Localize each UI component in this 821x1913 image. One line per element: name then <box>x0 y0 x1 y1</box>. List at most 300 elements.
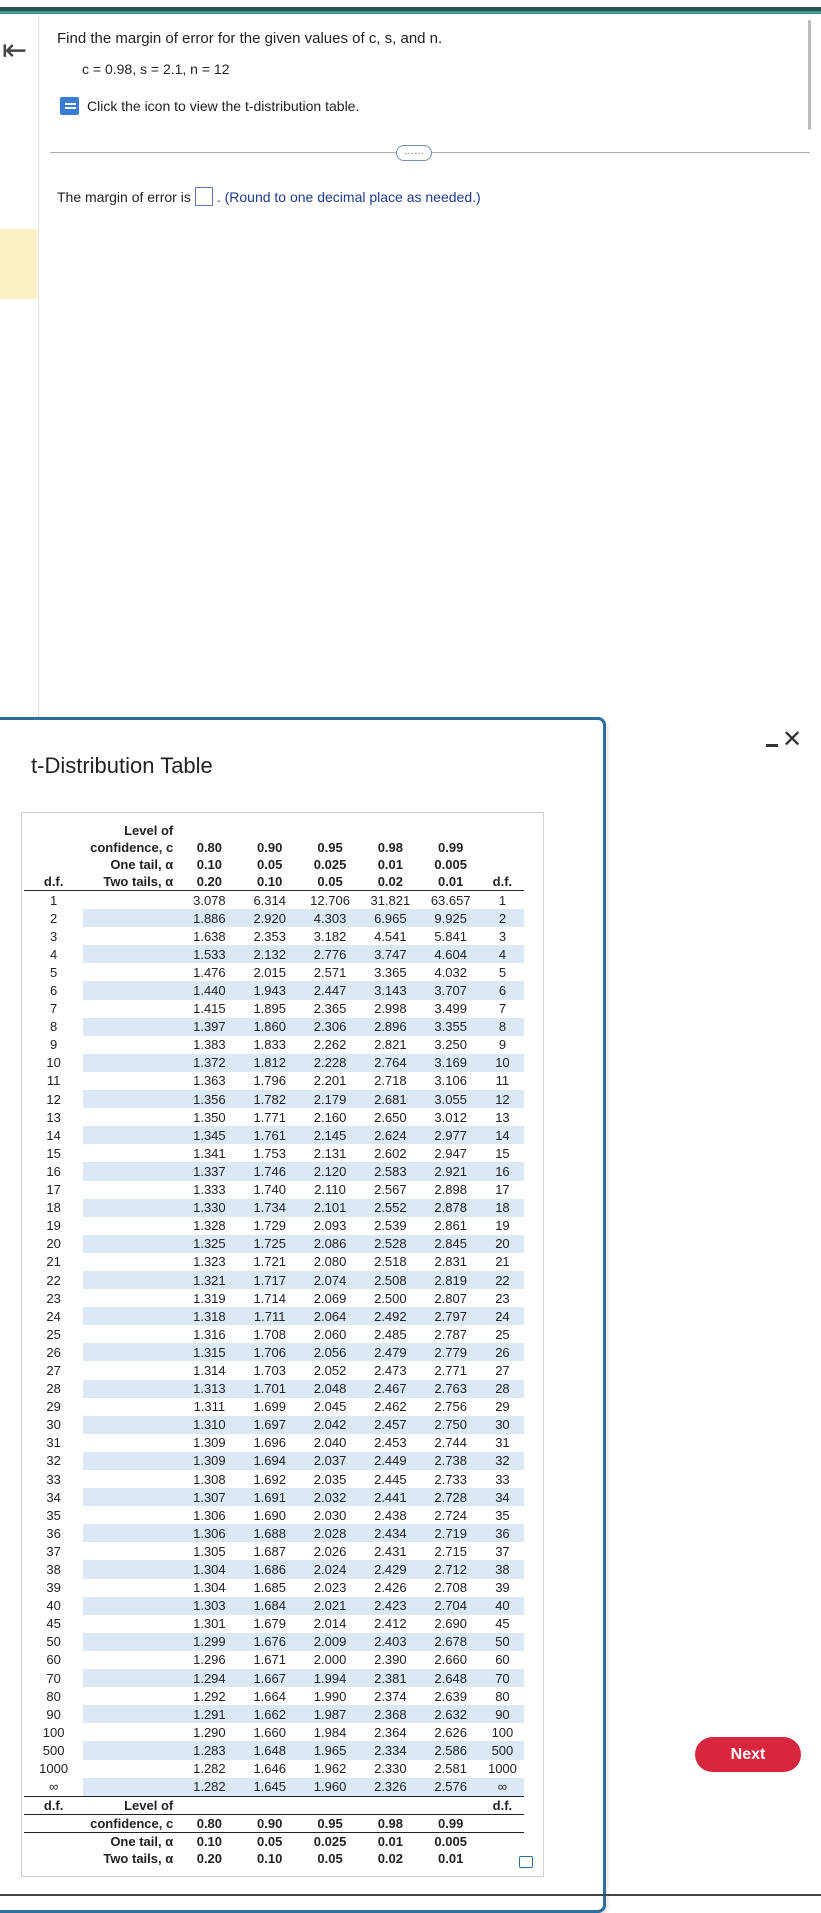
value-cell: 1.307 <box>179 1488 239 1506</box>
question-text: Find the margin of error for the given values of c, s, and n. <box>57 30 443 47</box>
value-cell: 2.704 <box>421 1597 481 1615</box>
book-icon[interactable] <box>60 97 79 115</box>
value-cell: 2.602 <box>374 1145 407 1161</box>
value-cell: 2.326 <box>360 1778 420 1797</box>
value-cell: 1.714 <box>253 1290 286 1306</box>
df-cell: 13 <box>46 1109 61 1125</box>
spacer-cell <box>83 1506 179 1524</box>
more-button[interactable]: …… <box>396 145 432 161</box>
value-cell: 2.831 <box>434 1254 467 1270</box>
spacer-cell <box>83 1126 179 1144</box>
df-cell-right: 4 <box>481 945 524 963</box>
df-cell: 8 <box>50 1019 58 1035</box>
df-cell-right: 500 <box>481 1741 524 1759</box>
df-cell: 100 <box>42 1724 65 1740</box>
value-cell: 1.533 <box>179 945 239 963</box>
value-cell: 4.032 <box>434 964 467 980</box>
df-cell: 7 <box>50 1001 58 1017</box>
df-cell: 36 <box>46 1525 61 1541</box>
df-cell-right: 33 <box>495 1471 510 1487</box>
df-cell: 18 <box>46 1200 61 1216</box>
value-cell: 2.539 <box>374 1218 407 1234</box>
value-cell: 1.356 <box>179 1090 239 1108</box>
minimize-icon[interactable] <box>766 744 778 747</box>
value-cell: 2.069 <box>313 1290 347 1306</box>
value-cell: 1.943 <box>240 981 300 999</box>
table-row <box>24 1162 524 1180</box>
value-cell: 2.449 <box>360 1452 420 1470</box>
df-cell: 70 <box>46 1670 61 1686</box>
value-cell: 1.761 <box>240 1126 300 1144</box>
value-cell: 1.333 <box>193 1182 226 1198</box>
value-cell: 1.645 <box>240 1778 300 1797</box>
df-cell: 32 <box>46 1453 61 1469</box>
value-cell: 1.671 <box>253 1652 286 1668</box>
table-row <box>24 1054 524 1072</box>
spacer-cell <box>83 927 179 945</box>
value-cell: 1.676 <box>240 1633 300 1651</box>
df-cell-right: 27 <box>495 1362 510 1378</box>
spacer-cell <box>83 1615 179 1633</box>
value-cell: 2.660 <box>434 1652 467 1668</box>
table-row <box>24 963 524 981</box>
value-cell: 2.131 <box>313 1145 347 1161</box>
spacer-cell <box>83 1723 179 1741</box>
value-cell: 2.708 <box>434 1580 467 1596</box>
value-cell: 1.994 <box>300 1669 360 1687</box>
df-cell: 30 <box>46 1417 61 1433</box>
value-cell: 2.201 <box>313 1073 347 1089</box>
value-cell: 2.586 <box>421 1741 481 1759</box>
value-cell: 2.060 <box>313 1326 347 1342</box>
table-row <box>24 1651 524 1669</box>
value-cell: 2.724 <box>434 1507 467 1523</box>
table-row <box>24 1579 524 1597</box>
spacer-cell <box>83 1760 179 1778</box>
df-cell: 1 <box>50 892 58 908</box>
value-cell: 2.015 <box>253 964 286 980</box>
twotail-2: 0.05 <box>300 873 360 891</box>
value-cell: 2.009 <box>300 1633 360 1651</box>
value-cell: 1.283 <box>179 1741 239 1759</box>
df-cell: 25 <box>46 1326 61 1342</box>
scrollbar[interactable] <box>808 20 811 130</box>
value-cell: 1.291 <box>179 1705 239 1723</box>
df-cell-right: 14 <box>481 1126 524 1144</box>
value-cell: 1.341 <box>193 1145 226 1161</box>
df-cell: 50 <box>46 1634 61 1650</box>
value-cell: 1.345 <box>179 1126 239 1144</box>
value-cell: 2.528 <box>360 1235 420 1253</box>
footer-value <box>240 1796 300 1814</box>
table-row <box>24 1741 524 1759</box>
header-label-4: Two tails, α <box>83 873 179 891</box>
value-cell: 1.740 <box>253 1182 286 1198</box>
table-row <box>24 1434 524 1452</box>
df-cell-right: 50 <box>481 1633 524 1651</box>
footer-value: 0.80 <box>179 1814 239 1832</box>
df-cell-right: 35 <box>495 1507 510 1523</box>
table-row <box>24 1036 524 1054</box>
footer-value: 0.02 <box>377 1850 404 1866</box>
value-cell: 2.048 <box>300 1380 360 1398</box>
value-cell: 3.365 <box>374 964 407 980</box>
value-cell: 2.074 <box>300 1271 360 1289</box>
spacer-cell <box>83 1633 179 1651</box>
spacer-cell <box>83 1000 179 1018</box>
onetail-2: 0.025 <box>313 857 347 872</box>
footer-df-right: d.f. <box>492 1797 513 1813</box>
value-cell: 3.250 <box>434 1037 467 1053</box>
value-cell: 2.445 <box>374 1471 407 1487</box>
value-cell: 2.426 <box>374 1580 407 1596</box>
value-cell: 1.296 <box>193 1652 226 1668</box>
df-cell: 15 <box>46 1145 61 1161</box>
value-cell: 2.878 <box>421 1199 481 1217</box>
value-cell: 1.292 <box>193 1688 226 1704</box>
value-cell: 1.679 <box>253 1616 286 1632</box>
table-row <box>24 1542 524 1560</box>
answer-note: . (Round to one decimal place as needed.) <box>216 188 481 205</box>
value-cell: 2.552 <box>360 1199 420 1217</box>
df-cell-right: ∞ <box>481 1778 524 1797</box>
value-cell: 2.045 <box>313 1399 347 1415</box>
value-cell: 2.571 <box>313 964 347 980</box>
value-cell: 3.499 <box>434 1001 467 1017</box>
df-cell: 27 <box>46 1362 61 1378</box>
value-cell: 2.764 <box>360 1054 420 1072</box>
value-cell: 6.314 <box>253 892 286 908</box>
value-cell: 4.303 <box>300 909 360 927</box>
value-cell: 3.355 <box>421 1018 481 1036</box>
df-cell-right: 7 <box>498 1001 507 1017</box>
spacer-cell <box>83 1072 179 1090</box>
spacer-cell <box>83 1162 179 1180</box>
answer-input[interactable] <box>195 187 213 206</box>
footer-header-row <box>24 1814 524 1832</box>
footer-value: 0.10 <box>257 1850 283 1866</box>
spacer-cell <box>83 1579 179 1597</box>
question-params: c = 0.98, s = 2.1, n = 12 <box>82 61 230 77</box>
df-cell: 4 <box>50 946 58 962</box>
table-row <box>24 1235 524 1253</box>
value-cell: 1.662 <box>240 1705 300 1723</box>
value-cell: 2.457 <box>360 1416 420 1434</box>
value-cell: 1.696 <box>253 1435 286 1451</box>
footer-value: 0.01 <box>360 1832 420 1850</box>
value-cell: 2.023 <box>313 1580 347 1596</box>
value-cell: 2.306 <box>300 1018 360 1036</box>
print-icon[interactable] <box>519 1856 533 1868</box>
spacer-cell <box>83 1343 179 1361</box>
df-cell-right: 11 <box>495 1073 510 1089</box>
df-cell-right: 12 <box>481 1090 524 1108</box>
spacer-cell <box>83 1199 179 1217</box>
value-cell: 2.353 <box>253 928 286 944</box>
value-cell: 1.415 <box>193 1001 226 1017</box>
top-bar <box>0 0 821 16</box>
value-cell: 2.024 <box>300 1560 360 1578</box>
next-button[interactable]: Next <box>695 1737 801 1772</box>
onetail-3: 0.01 <box>377 857 404 872</box>
value-cell: 1.440 <box>179 981 239 999</box>
df-cell: 90 <box>46 1706 61 1722</box>
spacer-cell <box>83 1271 179 1289</box>
df-cell-right: 18 <box>481 1199 524 1217</box>
value-cell: 2.624 <box>360 1126 420 1144</box>
value-cell: 9.925 <box>421 909 481 927</box>
value-cell: 2.026 <box>313 1543 347 1559</box>
spacer-cell <box>83 1741 179 1759</box>
df-cell-right: 26 <box>481 1343 524 1361</box>
spacer-cell <box>83 1380 179 1398</box>
df-cell: 11 <box>46 1073 61 1089</box>
table-row <box>24 1398 524 1416</box>
df-cell: 17 <box>46 1182 61 1198</box>
df-cell: 29 <box>46 1399 61 1415</box>
value-cell: 1.282 <box>193 1761 226 1777</box>
spacer-cell <box>83 1470 179 1488</box>
value-cell: 2.330 <box>374 1761 407 1777</box>
table-row <box>24 909 524 927</box>
table-row <box>24 1090 524 1108</box>
value-cell: 2.453 <box>374 1435 407 1451</box>
df-cell: 39 <box>46 1580 61 1596</box>
value-cell: 2.728 <box>421 1488 481 1506</box>
df-cell: 23 <box>46 1290 61 1306</box>
view-table-link[interactable] <box>60 97 359 115</box>
value-cell: 2.500 <box>374 1290 407 1306</box>
value-cell: 1.729 <box>253 1218 286 1234</box>
table-row <box>24 1325 524 1343</box>
df-cell-right: 70 <box>481 1669 524 1687</box>
footer-value: 0.99 <box>421 1814 481 1832</box>
value-cell: 1.711 <box>240 1307 300 1325</box>
value-cell: 2.821 <box>374 1037 407 1053</box>
header-label-3: One tail, α <box>110 857 174 872</box>
value-cell: 2.014 <box>313 1616 347 1632</box>
value-cell: 2.756 <box>434 1399 467 1415</box>
value-cell: 2.374 <box>374 1688 407 1704</box>
value-cell: 1.684 <box>240 1597 300 1615</box>
value-cell: 2.681 <box>360 1090 420 1108</box>
onetail-4: 0.005 <box>434 857 467 872</box>
value-cell: 2.000 <box>313 1652 347 1668</box>
value-cell: 2.042 <box>300 1416 360 1434</box>
value-cell: 2.093 <box>313 1218 347 1234</box>
value-cell: 1.314 <box>193 1362 226 1378</box>
value-cell: 1.746 <box>240 1162 300 1180</box>
value-cell: 1.330 <box>179 1199 239 1217</box>
df-cell-right: 34 <box>481 1488 524 1506</box>
value-cell: 2.690 <box>434 1616 467 1632</box>
table-row <box>24 1723 524 1741</box>
df-cell: 28 <box>46 1381 61 1397</box>
close-icon[interactable]: ✕ <box>782 726 803 753</box>
value-cell: 2.763 <box>421 1380 481 1398</box>
twotail-0: 0.20 <box>179 873 239 891</box>
df-cell-right: 100 <box>491 1724 514 1740</box>
df-cell-right: 38 <box>481 1560 524 1578</box>
value-cell: 1.691 <box>240 1488 300 1506</box>
value-cell: 2.040 <box>313 1435 347 1451</box>
df-header-right: d.f. <box>481 873 524 891</box>
value-cell: 2.390 <box>374 1652 407 1668</box>
value-cell: 2.650 <box>374 1109 407 1125</box>
spacer-cell <box>83 1524 179 1542</box>
df-cell: 24 <box>46 1308 61 1324</box>
spacer-cell <box>83 1108 179 1126</box>
value-cell: 2.434 <box>360 1524 420 1542</box>
value-cell: 1.313 <box>179 1380 239 1398</box>
table-row <box>24 1506 524 1524</box>
value-cell: 2.120 <box>300 1162 360 1180</box>
spacer-cell <box>83 1651 179 1669</box>
value-cell: 1.706 <box>240 1343 300 1361</box>
value-cell: 2.035 <box>313 1471 347 1487</box>
value-cell: 1.648 <box>240 1741 300 1759</box>
table-row <box>24 1380 524 1398</box>
value-cell: 1.316 <box>193 1326 226 1342</box>
df-cell-right: 37 <box>495 1543 510 1559</box>
spacer-cell <box>83 1181 179 1199</box>
value-cell: 2.718 <box>374 1073 407 1089</box>
value-cell: 1.771 <box>253 1109 286 1125</box>
df-cell-right: 1000 <box>487 1761 517 1777</box>
value-cell: 1.372 <box>179 1054 239 1072</box>
table-row <box>24 945 524 963</box>
df-cell-right: 31 <box>495 1435 510 1451</box>
df-cell-right: 23 <box>495 1290 510 1306</box>
footer-df-right <box>481 1814 524 1832</box>
value-cell: 2.567 <box>374 1182 407 1198</box>
value-cell: 1.304 <box>193 1580 226 1596</box>
df-cell: 12 <box>46 1091 61 1107</box>
top-bar-teal <box>0 11 821 14</box>
value-cell: 2.030 <box>313 1507 347 1523</box>
value-cell: 1.692 <box>253 1471 286 1487</box>
df-cell-right: 29 <box>495 1399 510 1415</box>
onetail-1: 0.05 <box>257 857 283 872</box>
footer-value: 0.05 <box>240 1832 300 1850</box>
value-cell: 2.920 <box>240 909 300 927</box>
value-cell: 3.143 <box>360 981 420 999</box>
table-row <box>24 1217 524 1235</box>
table-row <box>24 1633 524 1651</box>
value-cell: 1.686 <box>240 1560 300 1578</box>
df-cell: 3 <box>50 928 58 944</box>
value-cell: 1.734 <box>240 1199 300 1217</box>
table-row <box>24 1361 524 1379</box>
df-header-left: d.f. <box>24 873 83 891</box>
df-cell-right: 17 <box>495 1182 510 1198</box>
footer-value: 0.95 <box>300 1814 360 1832</box>
spacer-cell <box>83 1560 179 1578</box>
df-cell: 37 <box>46 1543 61 1559</box>
value-cell: 2.028 <box>300 1524 360 1542</box>
df-cell: 2 <box>50 910 58 926</box>
df-cell: 1000 <box>39 1761 69 1777</box>
value-cell: 1.987 <box>300 1705 360 1723</box>
value-cell: 2.064 <box>300 1307 360 1325</box>
df-cell-right: 2 <box>481 909 524 927</box>
value-cell: 1.725 <box>240 1235 300 1253</box>
df-cell-right: 8 <box>481 1018 524 1036</box>
back-arrow-icon[interactable]: ⇤ <box>2 34 28 67</box>
value-cell: 1.318 <box>179 1307 239 1325</box>
bottom-rule <box>0 1894 821 1896</box>
value-cell: 1.363 <box>193 1073 226 1089</box>
value-cell: 2.032 <box>300 1488 360 1506</box>
value-cell: 2.712 <box>421 1560 481 1578</box>
df-cell: 19 <box>46 1218 61 1234</box>
value-cell: 1.687 <box>253 1543 286 1559</box>
df-cell: 38 <box>46 1562 61 1578</box>
footer-header-row <box>24 1796 524 1814</box>
value-cell: 1.701 <box>240 1380 300 1398</box>
df-cell-right: 13 <box>495 1109 510 1125</box>
df-cell-right: 1 <box>498 892 507 908</box>
twotail-3: 0.02 <box>360 873 420 891</box>
value-cell: 2.719 <box>421 1524 481 1542</box>
value-cell: 1.965 <box>300 1741 360 1759</box>
df-cell-right: 90 <box>481 1705 524 1723</box>
value-cell: 4.541 <box>374 928 407 944</box>
value-cell: 2.492 <box>360 1307 420 1325</box>
value-cell: 1.699 <box>253 1399 286 1415</box>
df-cell-right: 10 <box>481 1054 524 1072</box>
value-cell: 1.294 <box>179 1669 239 1687</box>
df-cell: 33 <box>46 1471 61 1487</box>
value-cell: 2.998 <box>374 1001 407 1017</box>
df-cell-right: 6 <box>481 981 524 999</box>
header-label-1: Level of <box>124 823 174 838</box>
table-row <box>24 1669 524 1687</box>
value-cell: 1.984 <box>313 1724 347 1740</box>
value-cell: 2.845 <box>421 1235 481 1253</box>
value-cell: 2.423 <box>360 1597 420 1615</box>
spacer-cell <box>83 1217 179 1235</box>
value-cell: 2.403 <box>360 1633 420 1651</box>
footer-value <box>179 1796 239 1814</box>
df-cell: 26 <box>46 1344 61 1360</box>
value-cell: 1.660 <box>253 1724 286 1740</box>
table-row <box>24 1343 524 1361</box>
value-cell: 1.299 <box>179 1633 239 1651</box>
footer-value: 0.025 <box>300 1832 360 1850</box>
df-cell: 6 <box>50 983 58 999</box>
value-cell: 2.080 <box>313 1254 347 1270</box>
value-cell: 1.290 <box>193 1724 226 1740</box>
df-cell-right: 45 <box>495 1616 510 1632</box>
value-cell: 2.715 <box>434 1543 467 1559</box>
value-cell: 2.447 <box>300 981 360 999</box>
value-cell: 2.750 <box>421 1416 481 1434</box>
df-cell: 9 <box>50 1037 58 1053</box>
twotail-1: 0.10 <box>240 873 300 891</box>
table-row <box>24 1597 524 1615</box>
value-cell: 2.052 <box>313 1362 347 1378</box>
answer-line <box>57 187 481 206</box>
footer-label: One tail, α <box>83 1832 179 1850</box>
df-cell: 14 <box>46 1127 61 1143</box>
spacer-cell <box>83 1597 179 1615</box>
value-cell: 1.328 <box>193 1218 226 1234</box>
value-cell: 1.321 <box>179 1271 239 1289</box>
value-cell: 1.717 <box>240 1271 300 1289</box>
value-cell: 1.306 <box>193 1507 226 1523</box>
spacer-cell <box>83 1398 179 1416</box>
